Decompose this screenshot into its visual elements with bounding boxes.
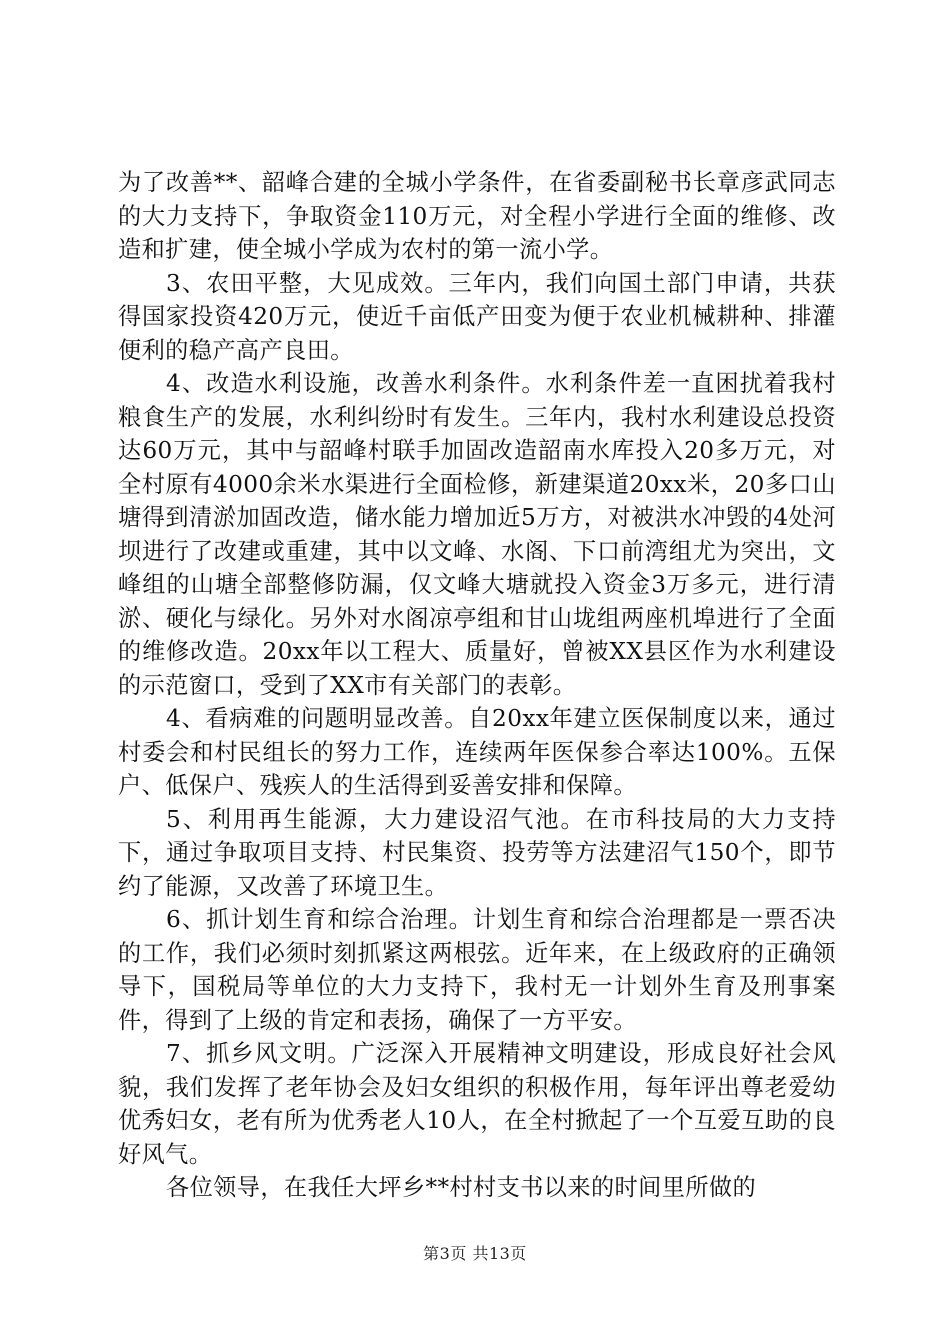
paragraph-school-funding: 为了改善**、韶峰合建的全城小学条件，在省委副秘书长章彦武同志的大力支持下，争取资金110万元，对全程小学进行全面的维修、改造和扩建，使全城小学成为农村的第一流小学。: [118, 169, 836, 263]
document-body: [118, 166, 836, 1205]
paragraph-closing: 各位领导，在我任大坪乡**村村支书以来的时间里所做的: [166, 1174, 757, 1201]
paragraph-biogas: 5、利用再生能源，大力建设沼气池。在市科技局的大力支持下，通过争取项目支持、村民集资、投劳等方法建沼气150个，即节约了能源，又改善了环境卫生。: [118, 805, 836, 900]
paragraph-medical-insurance: 4、看病难的问题明显改善。自20xx年建立医保制度以来，通过村委会和村民组长的努力工作，连续两年医保参合率达100%。五保户、低保户、残疾人的生活得到妥善安排和保障。: [118, 705, 836, 799]
paragraph-family-planning: 6、抓计划生育和综合治理。计划生育和综合治理都是一票否决的工作，我们必须时刻抓紧这两根弦。近年来，在上级政府的正确领导下，国税局等单位的大力支持下，我村无一计划外生育及刑事案件，得到了上级的肯定和表扬，确保了一方平安。: [118, 906, 836, 1034]
paragraph-water-conservancy: 4、改造水利设施，改善水利条件。水利条件差一直困扰着我村粮食生产的发展，水利纠纷时有发生。三年内，我村水利建设总投资达60万元，其中与韶峰村联手加固改造韶南水库投入20多万元，对全村原有4000余米水渠进行全面检修，新建渠道20xx米，20多口山塘得到清淤加固改造，储水能力增加近5万方，对被洪水冲毁的4处河坝进行了改建或重建，其中以文峰、水阁、下口前湾组尤为突出，文峰组的山塘全部整修防漏，仅文峰大塘就投入资金3万多元，进行清淤、硬化与绿化。另外对水阁凉亭组和甘山垅组两座机埠进行了全面的维修改造。20xx年以工程大、质量好，曾被XX县区作为水利建设的示范窗口，受到了XX市有关部门的表彰。: [118, 370, 836, 699]
paragraph-rural-civilization: 7、抓乡风文明。广泛深入开展精神文明建设，形成良好社会风貌，我们发挥了老年协会及妇女组织的积极作用，每年评出尊老爱幼优秀妇女，老有所为优秀老人10人，在全村掀起了一个互爱互助的良好风气。: [118, 1040, 836, 1168]
page-number-footer: 第3页 共13页: [423, 1244, 527, 1263]
paragraph-farmland-leveling: 3、农田平整，大见成效。三年内，我们向国土部门申请，共获得国家投资420万元，使近千亩低产田变为便于农业机械耕种、排灌便利的稳产高产良田。: [118, 269, 836, 364]
